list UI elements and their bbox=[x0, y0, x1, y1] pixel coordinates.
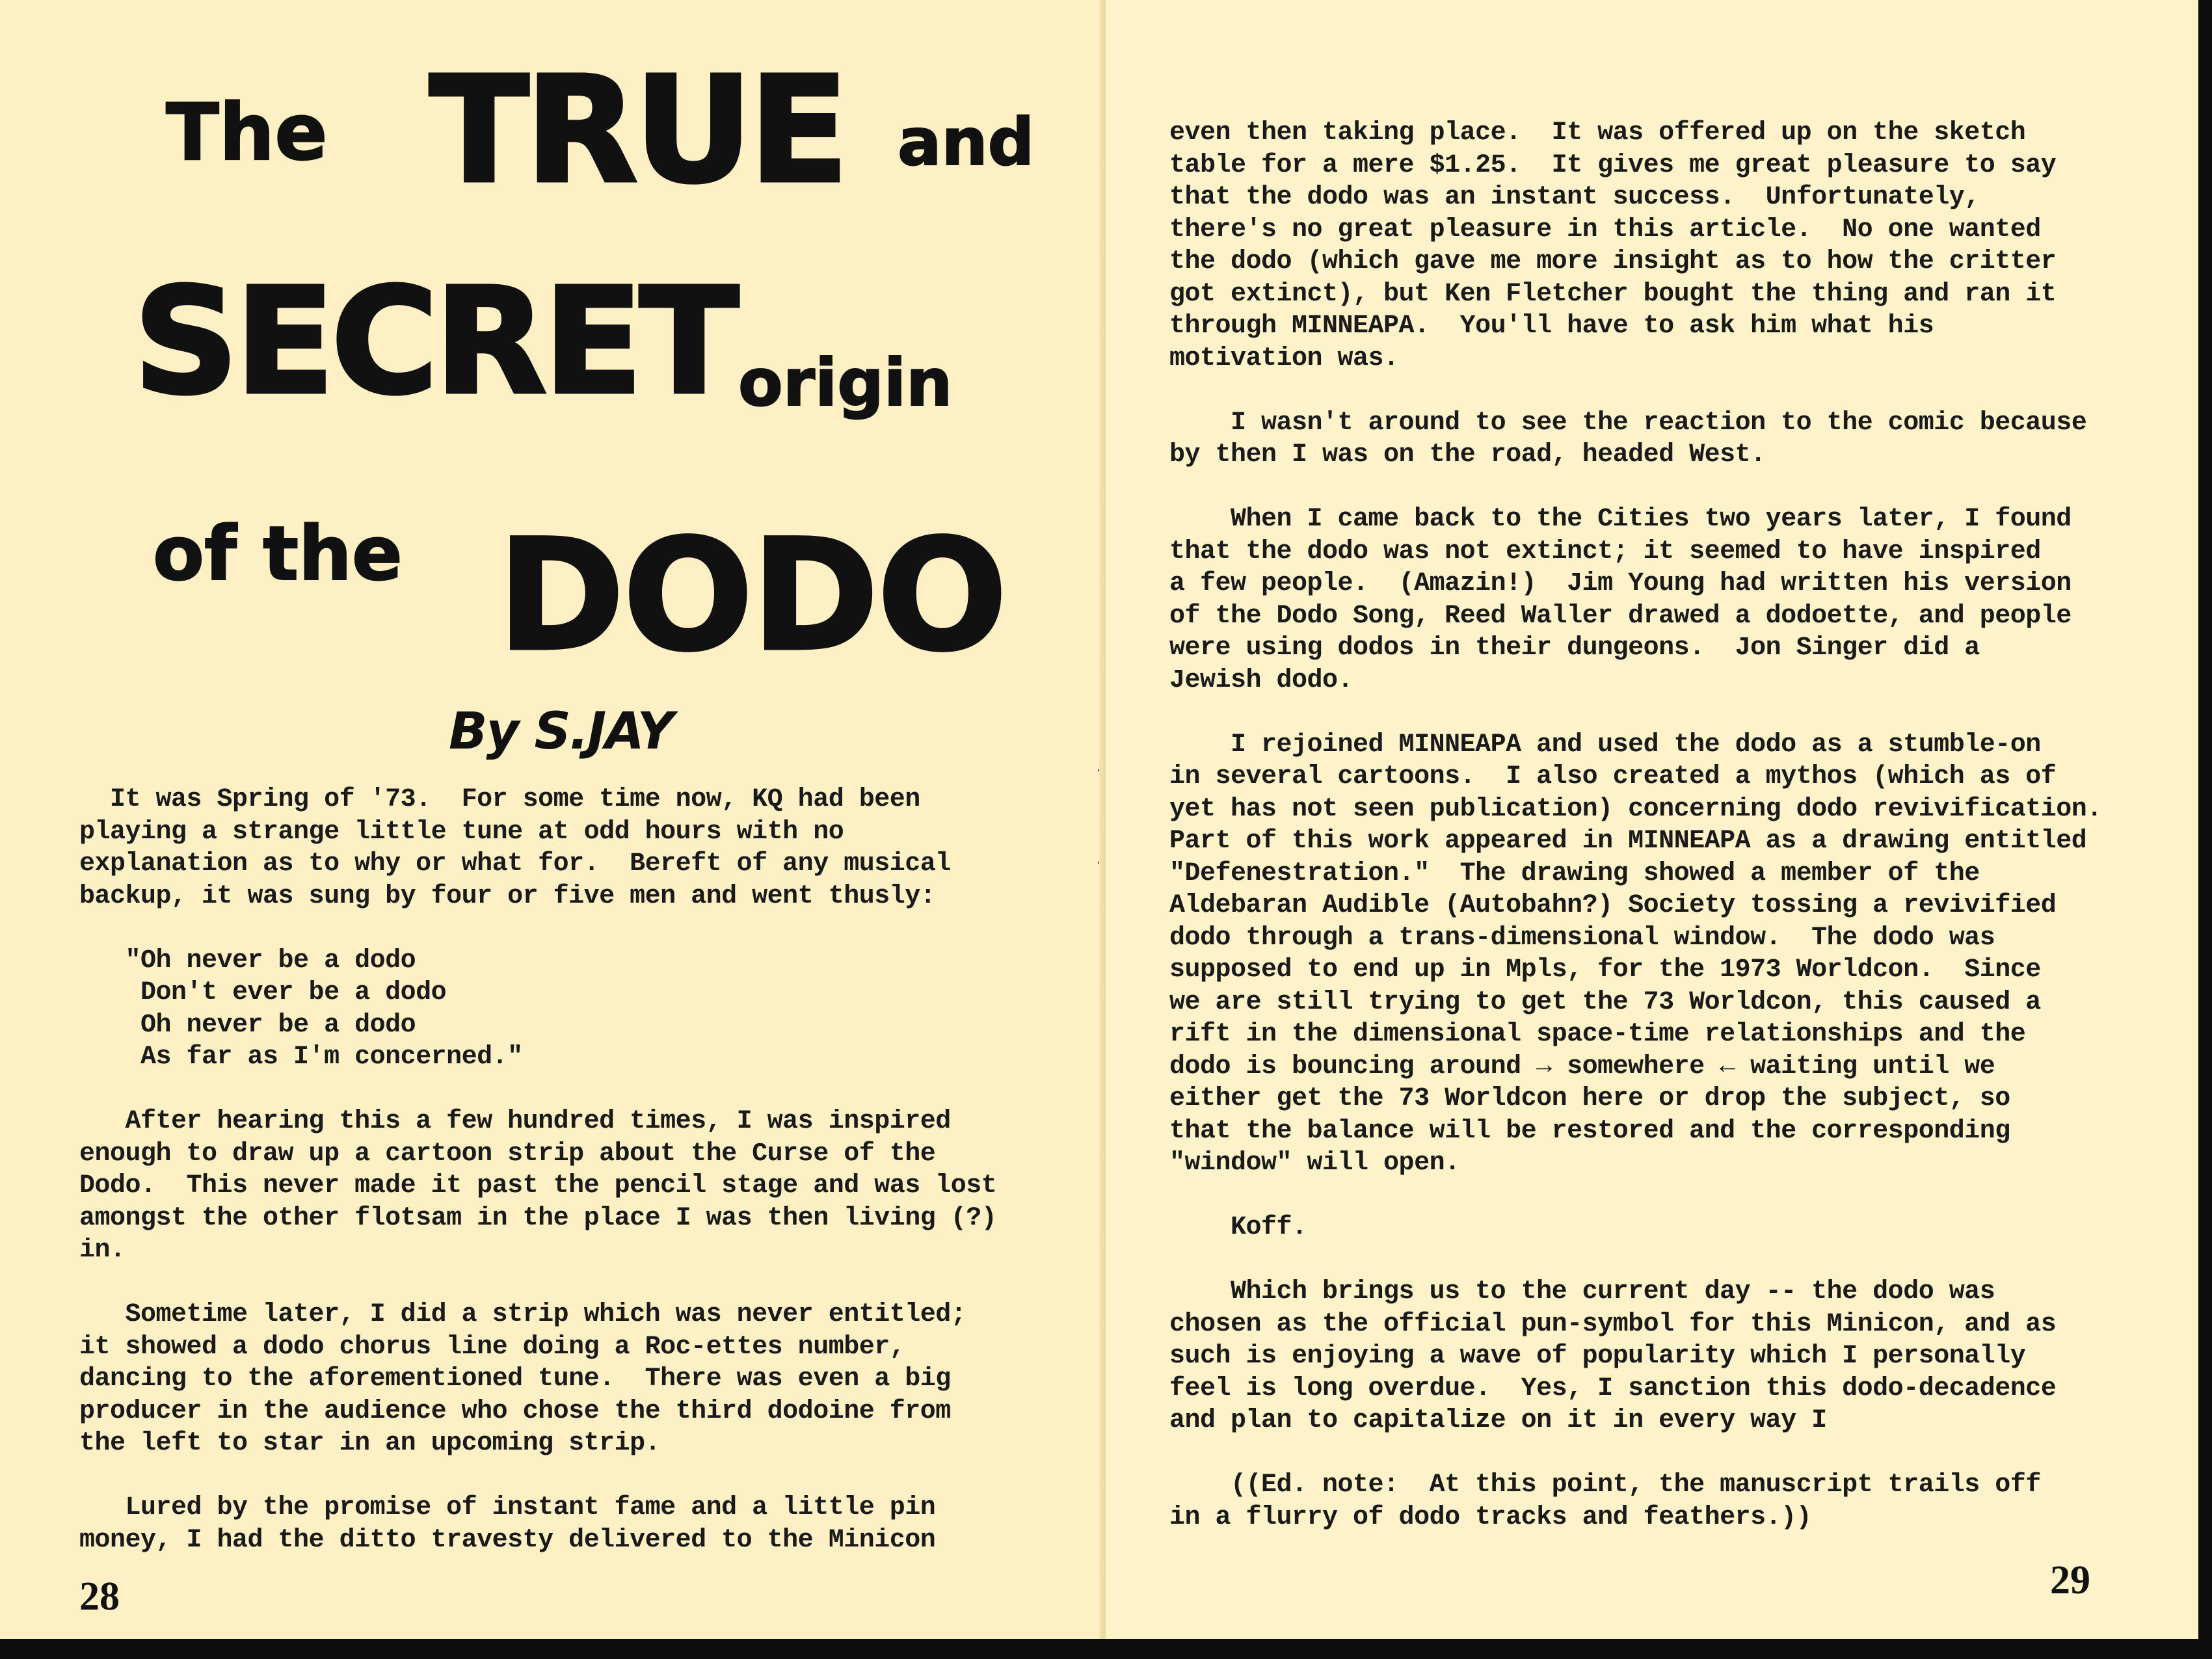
text-line bbox=[79, 1460, 996, 1493]
text-line: yet has not seen publication) concerning dodo revivification. bbox=[1169, 794, 2102, 824]
text-line: Dodo. This never made it past the pencil stage and was lost bbox=[79, 1171, 997, 1201]
text-line: the left to star in an upcoming strip. bbox=[79, 1429, 661, 1458]
text-line: It was Spring of '73. For some time now, KQ had been bbox=[79, 785, 920, 814]
text-line: Jewish dodo. bbox=[1169, 665, 1353, 695]
text-line: the dodo (which gave me more insight as to how the critter bbox=[1169, 247, 2057, 276]
text-line: I rejoined MINNEAPA and used the dodo as a stumble-on bbox=[1169, 730, 2041, 760]
text-line: there's no great pleasure in this article. No one wanted bbox=[1169, 215, 2041, 245]
title-word-origin: origin bbox=[738, 345, 953, 421]
text-line: As far as I'm concerned." bbox=[79, 1042, 523, 1072]
left-body-text bbox=[79, 784, 996, 1556]
text-line: feel is long overdue. Yes, I sanction this dodo-decadence bbox=[1169, 1374, 2057, 1403]
text-line bbox=[1169, 1244, 2102, 1277]
text-line: explanation as to why or what for. Bereft of any musical bbox=[79, 849, 951, 879]
text-line: even then taking place. It was offered up on the sketch bbox=[1169, 118, 2026, 148]
text-line bbox=[1169, 1437, 2102, 1470]
title-word-of-the: of the bbox=[153, 511, 403, 598]
text-line: that the dodo was an instant success. Unfortunately, bbox=[1169, 183, 1980, 212]
text-line: supposed to end up in Mpls, for the 1973 Worldcon. Since bbox=[1169, 955, 2041, 985]
text-line bbox=[1169, 375, 2102, 407]
left-page bbox=[0, 0, 1106, 1639]
scan-border-right bbox=[2198, 0, 2212, 1659]
text-line: such is enjoying a wave of popularity which I personally bbox=[1169, 1342, 2026, 1371]
right-body-text bbox=[1169, 117, 2102, 1533]
text-line: a few people. (Amazin!) Jim Young had written his version bbox=[1169, 569, 2072, 598]
text-line: Part of this work appeared in MINNEAPA as a drawing entitled bbox=[1169, 827, 2087, 856]
text-line: I wasn't around to see the reaction to the comic because bbox=[1169, 408, 2087, 438]
text-line: that the balance will be restored and the corresponding bbox=[1169, 1116, 2010, 1146]
text-line bbox=[79, 912, 996, 945]
title-word-true: TRUE bbox=[429, 46, 846, 216]
text-line: through MINNEAPA. You'll have to ask him what his bbox=[1169, 312, 1934, 341]
text-line: were using dodos in their dungeons. Jon Singer did a bbox=[1169, 633, 1980, 663]
text-line: After hearing this a few hundred times, I was inspired bbox=[79, 1107, 951, 1136]
page-number-right: 29 bbox=[2050, 1558, 2090, 1602]
text-line: dancing to the aforementioned tune. There was even a big bbox=[79, 1364, 951, 1394]
text-line: by then I was on the road, headed West. bbox=[1169, 440, 1766, 470]
text-line: "Defenestration." The drawing showed a member of the bbox=[1169, 858, 1980, 888]
text-line: Koff. bbox=[1169, 1213, 1307, 1242]
byline: By S.JAY bbox=[449, 702, 673, 761]
right-page bbox=[1106, 0, 2198, 1639]
text-line: and plan to capitalize on it in every way I bbox=[1169, 1406, 1827, 1435]
text-line bbox=[79, 1267, 996, 1299]
text-line bbox=[79, 1074, 996, 1106]
text-line: it showed a dodo chorus line doing a Roc-ettes number, bbox=[79, 1332, 905, 1362]
title-word-dodo: DODO bbox=[498, 507, 1006, 685]
text-line: Aldebaran Audible (Autobahn?) Society tossing a revivified bbox=[1169, 891, 2057, 920]
title-word-secret: SECRET bbox=[133, 257, 736, 427]
text-line bbox=[1169, 697, 2102, 729]
text-line: Don't ever be a dodo bbox=[79, 978, 447, 1007]
scan-border-bottom bbox=[0, 1639, 2212, 1659]
text-line bbox=[1169, 471, 2102, 504]
text-line: Sometime later, I did a strip which was never entitled; bbox=[79, 1300, 966, 1329]
text-line: "Oh never be a dodo bbox=[79, 946, 416, 975]
text-line: got extinct), but Ken Fletcher bought the thing and ran it bbox=[1169, 279, 2057, 309]
text-line: enough to draw up a cartoon strip about the Curse of the bbox=[79, 1139, 936, 1169]
page-number-left: 28 bbox=[79, 1574, 120, 1619]
text-line: amongst the other flotsam in the place I was then living (?) bbox=[79, 1203, 997, 1233]
text-line: we are still trying to get the 73 Worldcon, this caused a bbox=[1169, 987, 2041, 1017]
text-line: dodo through a trans-dimensional window. The dodo was bbox=[1169, 923, 1995, 953]
text-line: Which brings us to the current day -- the dodo was bbox=[1169, 1277, 1995, 1307]
text-line: money, I had the ditto travesty delivered to the Minicon bbox=[79, 1525, 936, 1555]
text-line: "window" will open. bbox=[1169, 1148, 1460, 1178]
text-line: in. bbox=[79, 1236, 126, 1265]
text-line: Oh never be a dodo bbox=[79, 1010, 416, 1040]
text-line bbox=[1169, 1180, 2102, 1212]
text-line: of the Dodo Song, Reed Waller drawed a dodoette, and people bbox=[1169, 601, 2072, 631]
title-word-the: The bbox=[166, 88, 328, 178]
text-line: When I came back to the Cities two years later, I found bbox=[1169, 505, 2072, 534]
text-line: in a flurry of dodo tracks and feathers.)) bbox=[1169, 1502, 1812, 1532]
text-line: in several cartoons. I also created a mythos (which as of bbox=[1169, 762, 2057, 791]
text-line: Lured by the promise of instant fame and a little pin bbox=[79, 1493, 936, 1522]
title-word-and: and bbox=[898, 104, 1035, 180]
text-line: rift in the dimensional space-time relationships and the bbox=[1169, 1020, 2026, 1049]
text-line: backup, it was sung by four or five men and went thusly: bbox=[79, 881, 936, 911]
text-line: either get the 73 Worldcon here or drop the subject, so bbox=[1169, 1084, 2010, 1113]
text-line: chosen as the official pun-symbol for this Minicon, and as bbox=[1169, 1309, 2057, 1339]
text-line: that the dodo was not extinct; it seemed to have inspired bbox=[1169, 537, 2041, 566]
text-line: playing a strange little tune at odd hours with no bbox=[79, 817, 844, 847]
text-line: producer in the audience who chose the third dodoine from bbox=[79, 1396, 951, 1426]
text-line: ((Ed. note: At this point, the manuscript trails off bbox=[1169, 1470, 2041, 1500]
text-line: dodo is bouncing around → somewhere ← waiting until we bbox=[1169, 1052, 1995, 1082]
text-line: motivation was. bbox=[1169, 343, 1399, 373]
text-line: table for a mere $1.25. It gives me great pleasure to say bbox=[1169, 150, 2057, 180]
